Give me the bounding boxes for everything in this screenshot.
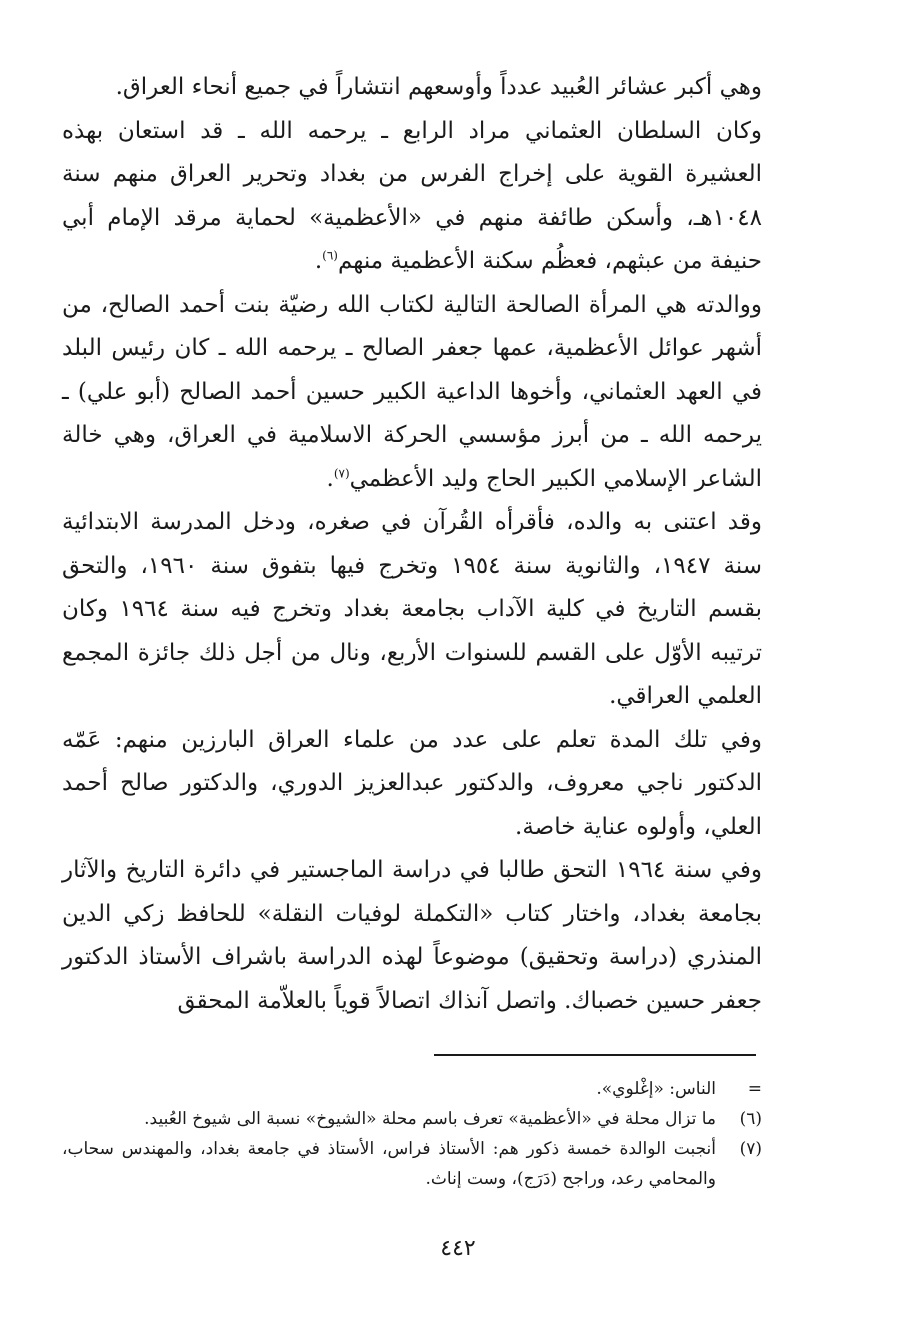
- footnote-divider: [434, 1054, 756, 1056]
- footnote-continued: [62, 1074, 762, 1104]
- paragraph-5: وفي تلك المدة تعلم على عدد من علماء العراق البارزين منهم: عَمّه الدكتور ناجي معروف، والدكتور عبدالعزيز الدوري، والدكتور صالح أحمد العلي، وأولوه عناية خاصة.: [62, 726, 762, 840]
- paragraph-2: [62, 110, 762, 284]
- paragraph-6: وفي سنة ١٩٦٤ التحق طالبا في دراسة الماجستير في دائرة التاريخ والآثار بجامعة بغداد، واختار كتاب «التكملة لوفيات النقلة» للحافظ زكي الدين المنذري (دراسة وتحقيق) موضوعاً لهذه الدراسة باشراف الأستاذ الدكتور جعفر حسين خصباك. واتصل آنذاك اتصالاً قوياً بالعلاّمة المحقق: [62, 857, 762, 1014]
- footnote-ref-7: (٧): [333, 465, 350, 480]
- paragraph-3: [62, 284, 762, 502]
- paragraph-1: وهي أكبر عشائر العُبيد عدداً وأوسعهم انتشاراً في جميع أنحاء العراق.: [115, 74, 762, 100]
- main-text: [62, 66, 762, 1023]
- footnote-mark: (٦): [739, 1109, 762, 1129]
- paragraph-2-end: .: [314, 248, 323, 274]
- footnotes: [62, 1074, 762, 1194]
- footnote-mark: (٧): [739, 1139, 762, 1159]
- paragraph-3-text: ووالدته هي المرأة الصالحة التالية لكتاب الله رضيّة بنت أحمد الصالح، من أشهر عوائل الأعظمية، عمها جعفر الصالح ـ يرحمه الله ـ كان رئيس البلد في العهد العثماني، وأخوها الداعية الكبير حسين أحمد الصالح (أبو علي) ـ يرحمه الله ـ من أبرز مؤسسي الحركة الاسلامية في العراق، وهي خالة الشاعر الإسلامي الكبير الحاج وليد الأعظمي: [62, 291, 762, 492]
- footnote-text: ما تزال محلة في «الأعظمية» تعرف باسم محلة «الشيوخ» نسبة الى شيوخ العُبيد.: [144, 1109, 716, 1129]
- page-number: ٤٤٢: [440, 1236, 476, 1261]
- paragraph-2-text: وكان السلطان العثماني مراد الرابع ـ يرحمه الله ـ قد استعان بهذه العشيرة القوية على إخراج الفرس من بغداد وتحرير العراق منهم سنة ١٠٤٨هـ، وأسكن طائفة منهم في «الأعظمية» لحماية مرقد الإمام أبي حنيفة من عبثهم، فعظُم سكنة الأعظمية منهم: [62, 117, 762, 274]
- footnote-ref-6: (٦): [322, 248, 338, 263]
- footnote-text: أنجبت الوالدة خمسة ذكور هم: الأستاذ فراس، الأستاذ في جامعة بغداد، والمهندس سحاب، والمحامي رعد، وراجح (دَرَج)، وست إناث.: [62, 1139, 716, 1189]
- footnote-7: [62, 1134, 762, 1194]
- footnote-6: [62, 1104, 762, 1134]
- paragraph-4: وقد اعتنى به والده، فأقرأه القُرآن في صغره، ودخل المدرسة الابتدائية سنة ١٩٤٧، والثانوية سنة ١٩٥٤ وتخرج فيها بتفوق سنة ١٩٦٠، والتحق بقسم التاريخ في كلية الآداب بجامعة بغداد وتخرج فيه سنة ١٩٦٤ وكان ترتيبه الأوّل على القسم للسنوات الأربع، ونال من أجل ذلك جائزة المجمع العلمي العراقي.: [62, 509, 762, 709]
- paragraph-3-end: .: [326, 465, 334, 492]
- footnote-mark: =: [747, 1079, 762, 1099]
- footnote-text: الناس: «إغْلوي».: [596, 1079, 716, 1099]
